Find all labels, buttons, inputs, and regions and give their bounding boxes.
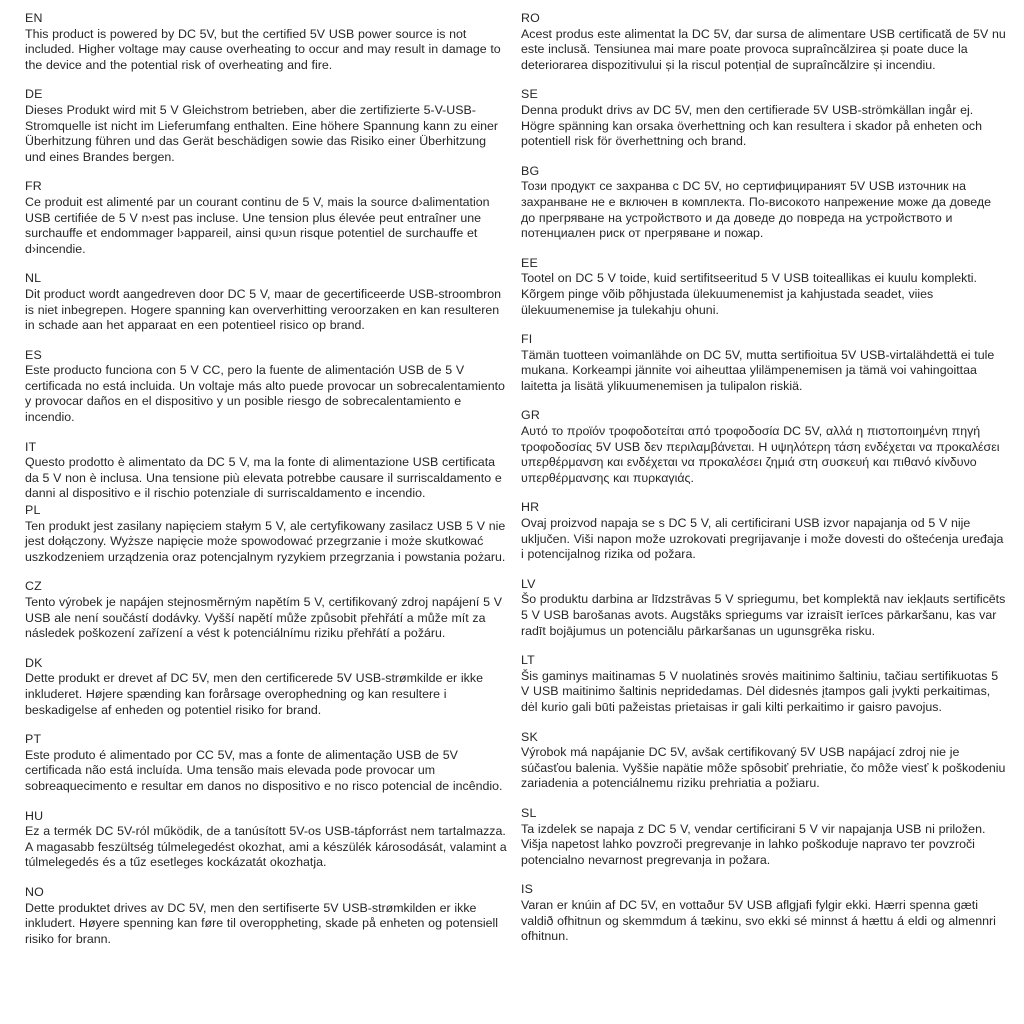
warning-paragraph: Šis gaminys maitinamas 5 V nuolatinės srovės maitinimo šaltiniu, tačiau sertifikuotas 5 V USB maitinimo šaltinis nepridedamas. Dėl didesnės įtampos gali įvykti perkaitimas, dėl kurio gali būti pažeistas prietaisas ir gali kilti perkaitimo ir gaisro pavojus.: [521, 668, 999, 714]
warning-paragraph: Ten produkt jest zasilany napięciem stałym 5 V, ale certyfikowany zasilacz USB 5 V nie jest dołączony. Wyższe napięcie może spowodować przegrzanie i może skutkować uszkodzeniem urządzenia oraz potencjalnym ryzykiem przegrzania i powstania pożaru.: [25, 518, 506, 564]
warning-paragraph: Tämän tuotteen voimanlähde on DC 5V, mutta sertifioitua 5V USB-virtalähdettä ei tule mukana. Korkeampi jännite voi aiheuttaa ylilämpenemisen ja tämä voi vahingoittaa laitetta ja lisätä ylikuumenemisen ja tulipalon riskiä.: [521, 347, 995, 393]
language-code-label: NL: [25, 271, 42, 286]
warning-paragraph: Dieses Produkt wird mit 5 V Gleichstrom betrieben, aber die zertifizierte 5-V-USB-Stromquelle ist nicht im Lieferumfang enthalten. Eine höhere Spannung kann zu einer Überhitzung führen und das Gerät beschädigen sowie das Risiko einer Überhitzung und eines Brandes bergen.: [25, 102, 499, 164]
language-section-hu: [25, 809, 507, 871]
language-code-label: SL: [521, 805, 537, 820]
warning-paragraph: Tootel on DC 5 V toide, kuid sertifitseeritud 5 V USB toiteallikas ei kuulu komplekti. Kõrgem pinge võib põhjustada ülekuumenemist ja kahjustada seadet, viies ülekuumenemise ja tulekahju ohuni.: [521, 271, 977, 317]
language-code-label: SE: [521, 87, 538, 102]
warning-paragraph: Este produto é alimentado por CC 5V, mas a fonte de alimentação USB de 5V certificada não está incluída. Uma tensão mais elevada pode provocar um sobreaquecimento e resultar em danos no dispositivo e no risco potencial de incêndio.: [25, 747, 503, 793]
language-code-label: GR: [521, 408, 540, 423]
warning-paragraph: Výrobok má napájanie DC 5V, avšak certifikovaný 5V USB napájací zdroj nie je súčasťou balenia. Vyššie napätie môže spôsobiť prehriatie, čo môže viesť k poškodeniu zariadenia a potenciálnemu riziku prehriatia a požiaru.: [521, 745, 1006, 791]
language-code-label: NO: [25, 884, 44, 899]
language-section-pl: [25, 503, 507, 565]
warning-paragraph: Tento výrobek je napájen stejnosměrným napětím 5 V, certifikovaný zdroj napájení 5 V USB ale není součástí dodávky. Vyšší napětí může způsobit přehřátí a může mít za následek poškození zařízení a vést k potenciálnímu riziku přehřátí a požáru.: [25, 595, 503, 641]
language-section-is: [521, 882, 1006, 944]
right-column: [521, 11, 1006, 1024]
warning-paragraph: Ovaj proizvod napaja se s DC 5 V, ali certificirani USB izvor napajanja od 5 V nije uključen. Viši napon može uzrokovati pregrijavanje i može dovesti do oštećenja uređaja i potencijalnog rizika od požara.: [521, 516, 1004, 562]
warning-paragraph: Този продукт се захранва с DC 5V, но сертифицираният 5V USB източник на захранване не е включен в комплекта. По-високото напрежение може да доведе до прегряване на устройството и да доведе до повреда на устройството и потенциален риск от прегряване и пожар.: [521, 179, 991, 241]
language-section-sl: [521, 806, 1006, 868]
language-section-gr: [521, 408, 1006, 486]
language-code-label: ES: [25, 347, 42, 362]
warning-paragraph: Denna produkt drivs av DC 5V, men den certifierade 5V USB-strömkällan ingår ej. Högre spänning kan orsaka överhettning och kan resultera i skador på enheten och potentiell risk för överhettning och brand.: [521, 102, 982, 149]
language-code-label: IS: [521, 882, 534, 897]
language-section-fi: [521, 332, 1006, 394]
left-column: [25, 11, 507, 1024]
warning-paragraph: Varan er knúin af DC 5V, en vottaður 5V USB aflgjafi fylgir ekki. Hærri spenna gæti valdið ofhitnun og skemmdum á tækinu, svo ekki sé minnst á hættu á eldi og almennri ofhitnun.: [521, 897, 996, 944]
warning-paragraph: This product is powered by DC 5V, but the certified 5V USB power source is not included. Higher voltage may cause overheating to occur and may result in damage to the device and the potential risk of overheating and fire.: [25, 26, 501, 72]
language-section-ro: [521, 11, 1006, 73]
language-section-en: [25, 11, 507, 73]
language-code-label: IT: [25, 439, 37, 454]
language-section-es: [25, 348, 507, 426]
language-code-label: DE: [25, 87, 43, 102]
language-section-pt: [25, 732, 507, 794]
language-code-label: FI: [521, 332, 533, 347]
warning-paragraph: Questo prodotto è alimentato da DC 5 V, ma la fonte di alimentazione USB certificata da 5 V non è inclusa. Una tensione più elevata potrebbe causare il surriscaldamento e danni al dispositivo e il rischio potenziale di surriscaldamento e incendio.: [25, 455, 502, 501]
language-section-bg: [521, 164, 1006, 242]
language-code-label: LT: [521, 653, 535, 668]
warning-paragraph: Šo produktu darbina ar līdzstrāvas 5 V spriegumu, bet komplektā nav iekļauts sertificēts 5 V USB barošanas avots. Augstāks spriegums var izraisīt ierīces pārkaršanu, kas var radīt bojājumus un potenciālu pārkaršanas un ugunsgrēka risku.: [521, 592, 1006, 638]
language-code-label: PT: [25, 732, 42, 747]
language-section-it: [25, 440, 507, 502]
language-code-label: HU: [25, 808, 44, 823]
language-section-cz: [25, 579, 507, 641]
language-code-label: EN: [25, 11, 43, 25]
language-code-label: EE: [521, 255, 538, 270]
warning-paragraph: Acest produs este alimentat la DC 5V, dar sursa de alimentare USB certificată de 5V nu este inclusă. Tensiunea mai mare poate provoca supraîncălzirea și poate duce la deteriorarea dispozitivului și la riscul potențial de supraîncălzire și incendiu.: [521, 26, 1006, 72]
language-code-label: BG: [521, 163, 540, 178]
language-section-lt: [521, 653, 1006, 715]
language-code-label: PL: [25, 503, 41, 518]
language-code-label: CZ: [25, 579, 42, 594]
warning-paragraph: Este producto funciona con 5 V CC, pero la fuente de alimentación USB de 5 V certificada no está incluida. Un voltaje más alto puede provocar un sobrecalentamiento y provocar daños en el dispositivo y un posible riesgo de sobrecalentamiento e incendio.: [25, 363, 505, 425]
language-section-de: [25, 87, 507, 165]
language-section-no: [25, 885, 507, 947]
language-code-label: DK: [25, 655, 43, 670]
language-code-label: RO: [521, 11, 540, 25]
warning-paragraph: Ce produit est alimenté par un courant continu de 5 V, mais la source d›alimentation USB certifiée de 5 V n›est pas incluse. Une tension plus élevée peut entraîner une surchauffe et endommager l›appareil, ainsi qu›un risque potentiel de surchauffe et d›incendie.: [25, 194, 490, 256]
language-code-label: SK: [521, 729, 538, 744]
language-section-nl: [25, 271, 507, 333]
language-code-label: HR: [521, 500, 540, 515]
warning-paragraph: Αυτό το προϊόν τροφοδοτείται από τροφοδοσία DC 5V, αλλά η πιστοποιημένη πηγή τροφοδοσίας 5V USB δεν περιλαμβάνεται. Η υψηλότερη τάση ενδέχεται να προκαλέσει υπερθέρμανση και ενδέχεται να προκαλέσει ζημιά στη συσκευή και πιθανό κίνδυνο υπερθέρμανσης και πυρκαγιάς.: [521, 424, 1000, 485]
warning-paragraph: Dette produktet drives av DC 5V, men den sertifiserte 5V USB-strømkilden er ikke inkludert. Høyere spenning kan føre til overoppheting, skade på enheten og potensiell risiko for brann.: [25, 900, 499, 946]
language-section-dk: [25, 656, 507, 718]
language-section-ee: [521, 256, 1006, 318]
language-section-fr: [25, 179, 507, 257]
language-section-se: [521, 87, 1006, 149]
language-code-label: FR: [25, 179, 42, 194]
warning-paragraph: Ez a termék DC 5V-ról működik, de a tanúsított 5V-os USB-tápforrást nem tartalmazza. A magasabb feszültség túlmelegedést okozhat, ami a készülék károsodását, valamint a túlmelegedés és a tűz esetleges kockázatát okozhatja.: [25, 824, 507, 870]
language-code-label: LV: [521, 576, 536, 591]
language-section-lv: [521, 577, 1006, 639]
warning-paragraph: Dit product wordt aangedreven door DC 5 V, maar de gecertificeerde USB-stroombron is niet inbegrepen. Hogere spanning kan oververhitting veroorzaken en kan resulteren in schade aan het apparaat en een potentieel risico op brand.: [25, 286, 501, 333]
language-section-hr: [521, 500, 1006, 562]
language-section-sk: [521, 730, 1006, 792]
warning-paragraph: Dette produkt er drevet af DC 5V, men den certificerede 5V USB-strømkilde er ikke inkluderet. Højere spænding kan forårsage overophedning og kan resultere i beskadigelse af enheden og potentiel risiko for brand.: [25, 671, 483, 717]
warning-paragraph: Ta izdelek se napaja z DC 5 V, vendar certificirani 5 V vir napajanja USB ni priložen. Višja napetost lahko povzroči pregrevanje in lahko poškoduje napravo ter povzroči potencialno nevarnost pregrevanja in požara.: [521, 821, 986, 867]
